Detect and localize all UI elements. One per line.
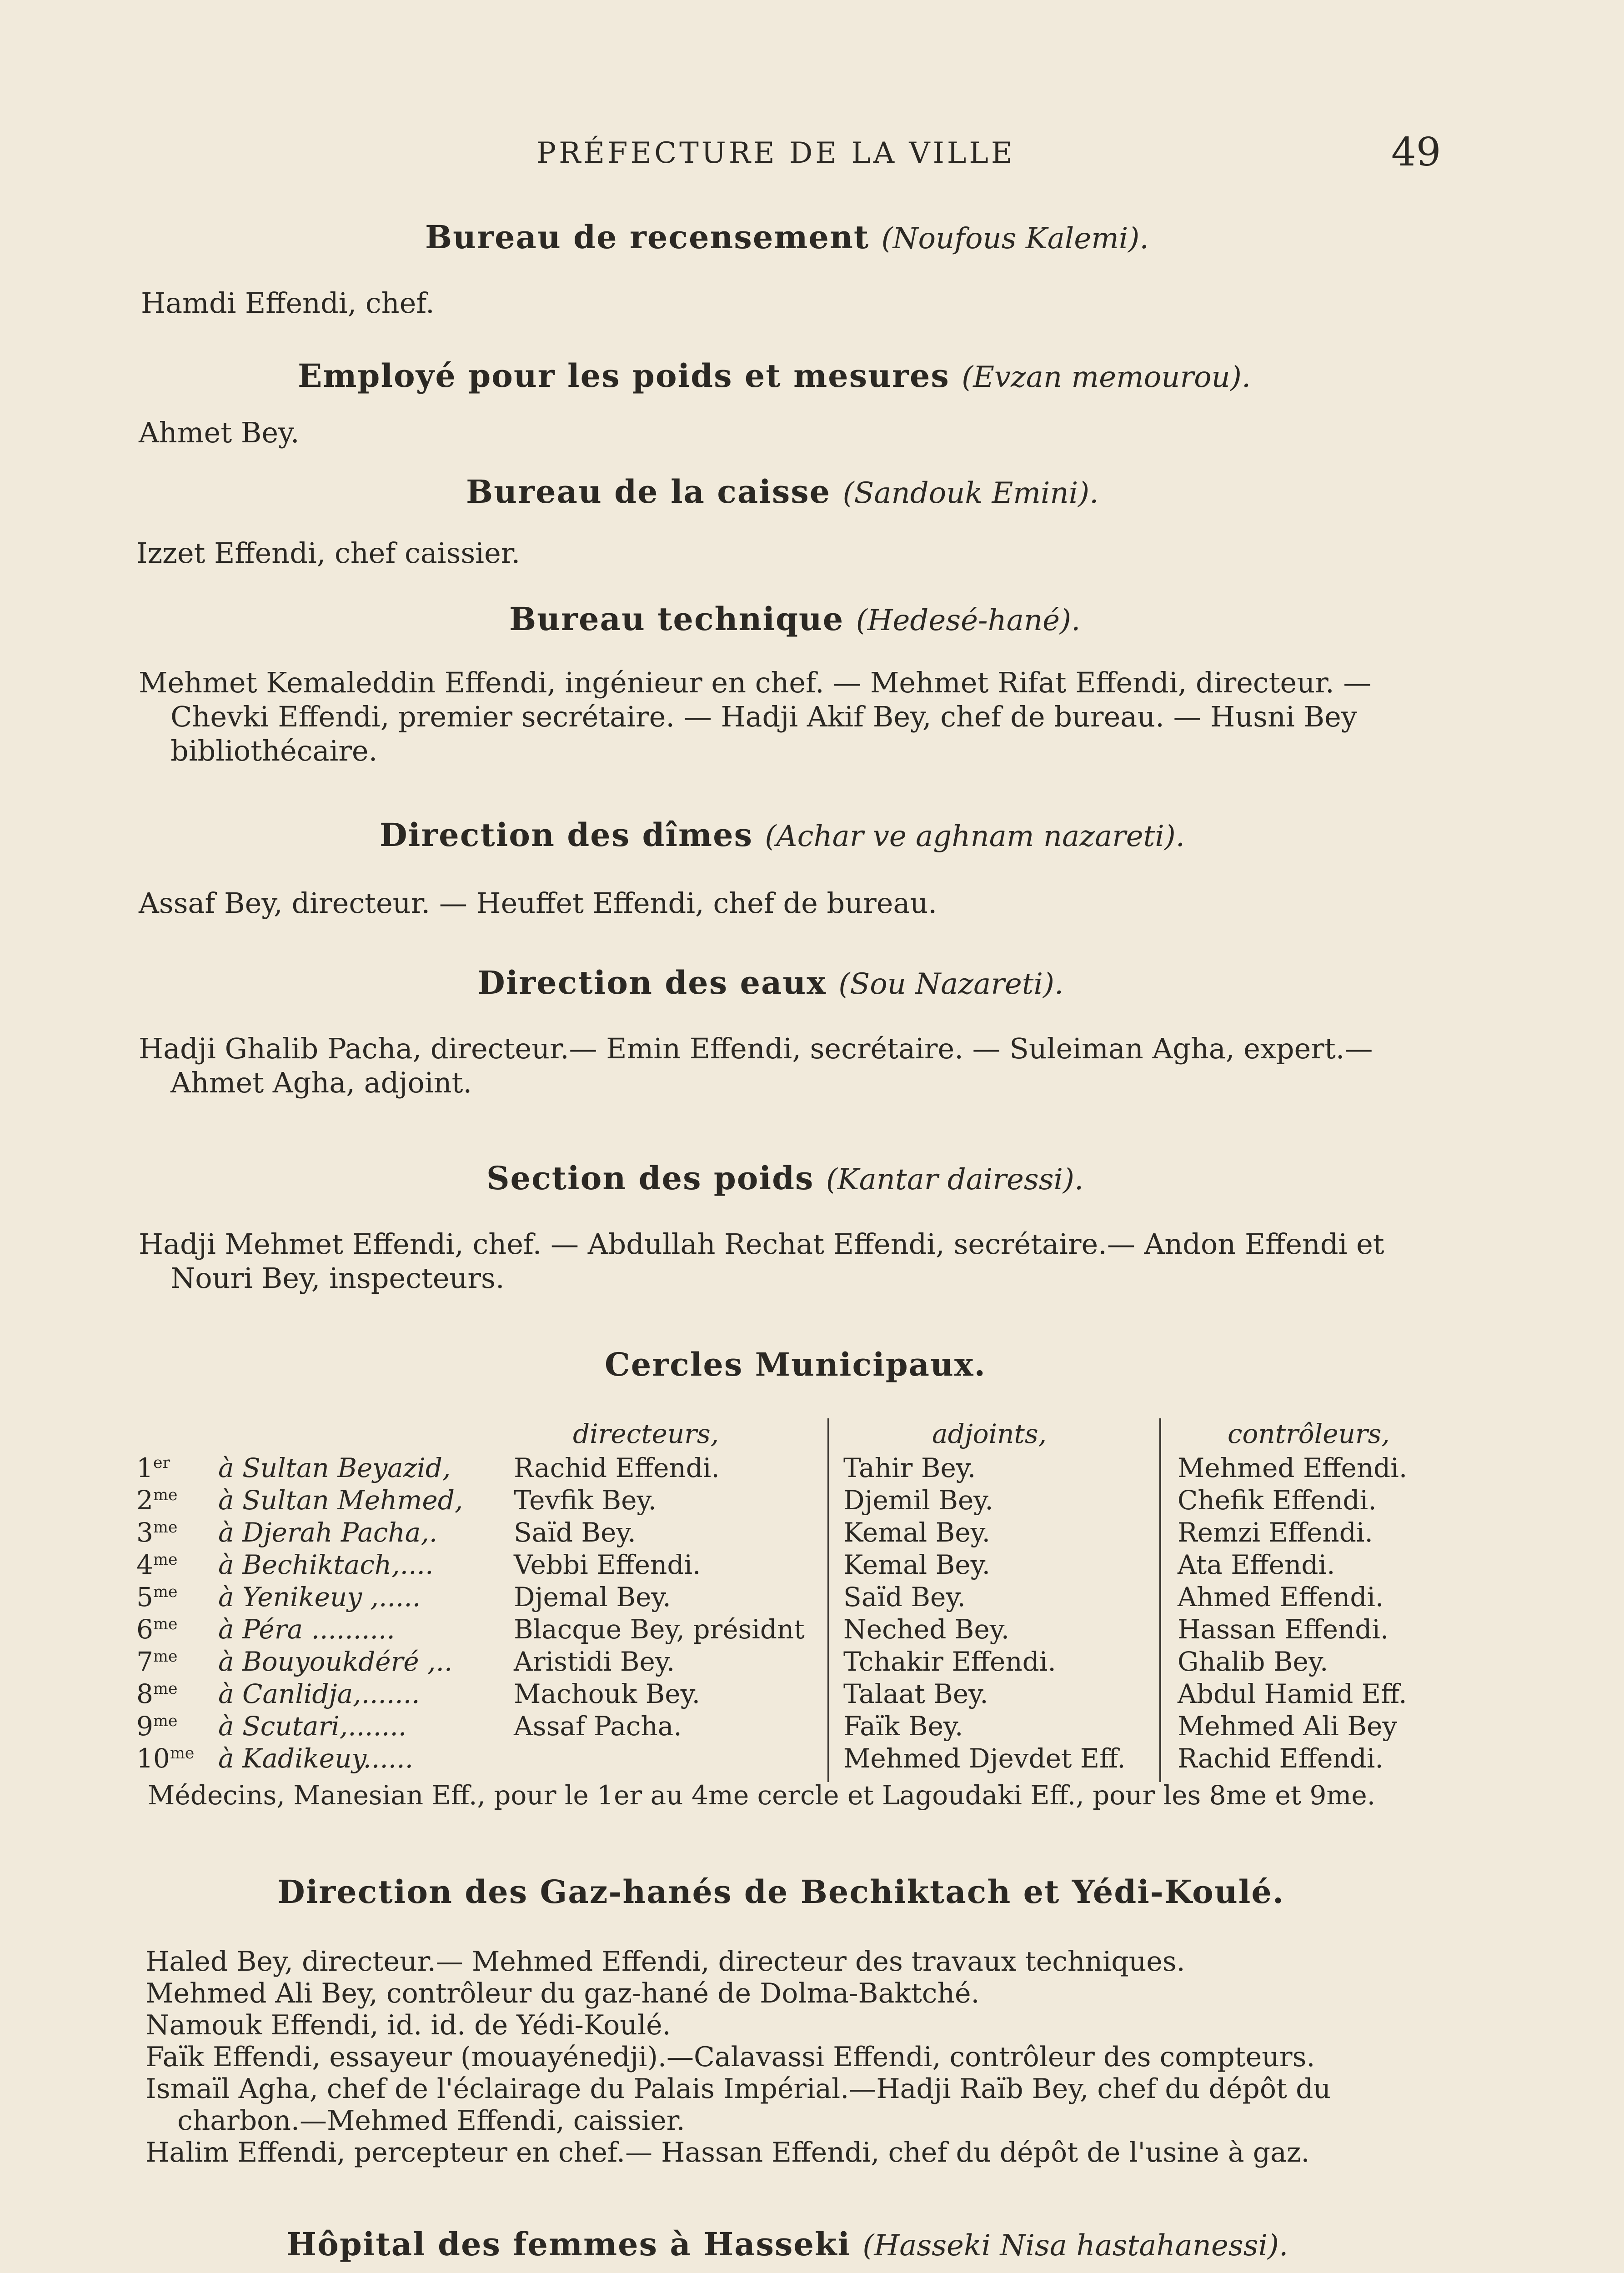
heading-dimes: Direction des dîmes (Achar ve aghnam nazareti).	[380, 816, 1185, 854]
text-technique-line2: Chevki Effendi, premier secrétaire. — Hadji Akif Bey, chef de bureau. — Husni Bey	[170, 700, 1357, 733]
cercle-rank: 5	[136, 1582, 153, 1612]
table-row	[136, 1582, 1455, 1613]
cercle-rank-cell	[136, 1517, 178, 1548]
page-number: 49	[1391, 130, 1441, 175]
cercle-controleur: Ghalib Bey.	[1178, 1646, 1328, 1677]
cercle-adjoint: Mehmed Djevdet Eff.	[843, 1743, 1126, 1774]
heading-gaz: Direction des Gaz-hanés de Bechiktach et Yédi-Koulé.	[277, 1873, 1285, 1911]
cercle-rank-suffix: me	[153, 1582, 178, 1601]
cercle-controleur: Chefik Effendi.	[1178, 1485, 1377, 1516]
text-gaz-line4: Faïk Effendi, essayeur (mouayénedji).—Calavassi Effendi, contrôleur des compteurs.	[145, 2041, 1315, 2073]
cercle-adjoint: Kemal Bey.	[843, 1517, 991, 1548]
text-gaz-line2: Mehmed Ali Bey, contrôleur du gaz-hané de Dolma-Baktché.	[145, 1978, 980, 2009]
cercle-rank-suffix: me	[153, 1712, 178, 1730]
text-gaz-line7: Halim Effendi, percepteur en chef.— Hassan Effendi, chef du dépôt de l'usine à gaz.	[145, 2137, 1310, 2168]
cercle-rank: 6	[136, 1614, 153, 1645]
cercle-adjoint: Talaat Bey.	[843, 1678, 988, 1709]
cercle-rank: 9	[136, 1711, 153, 1742]
cercle-controleur: Mehmed Ali Bey	[1178, 1711, 1398, 1742]
table-row	[136, 1485, 1455, 1517]
cercle-controleur: Ahmed Effendi.	[1178, 1582, 1384, 1612]
cercle-directeur: Machouk Bey.	[514, 1678, 701, 1709]
cercle-rank: 10	[136, 1743, 170, 1774]
text-recensement: Hamdi Effendi, chef.	[141, 286, 435, 320]
cercle-rank-cell	[136, 1646, 178, 1677]
cercle-rank-suffix: me	[153, 1615, 178, 1633]
table-row	[136, 1549, 1455, 1581]
cercle-rank: 8	[136, 1678, 153, 1709]
cercle-controleur: Abdul Hamid Eff.	[1178, 1678, 1407, 1709]
cercle-adjoint: Kemal Bey.	[843, 1549, 991, 1580]
cercle-controleur: Remzi Effendi.	[1178, 1517, 1373, 1548]
cercle-rank: 4	[136, 1549, 153, 1580]
cercle-place: à Scutari,.......	[218, 1711, 407, 1742]
cercle-place: à Bouyoukdéré ,..	[218, 1646, 453, 1677]
cercle-rank-suffix: me	[153, 1550, 178, 1569]
text-caisse: Izzet Effendi, chef caissier.	[136, 536, 521, 570]
running-head: PRÉFECTURE DE LA VILLE	[536, 136, 1015, 170]
heading-cercles: Cercles Municipaux.	[605, 1346, 987, 1383]
cercle-directeur: Djemal Bey.	[514, 1582, 671, 1612]
cercle-controleur: Hassan Effendi.	[1178, 1614, 1389, 1645]
text-gaz-line3: Namouk Effendi, id. id. de Yédi-Koulé.	[145, 2009, 671, 2041]
cercle-adjoint: Tahir Bey.	[843, 1452, 976, 1483]
heading-poids-mesures: Employé pour les poids et mesures (Evzan memourou).	[298, 357, 1251, 395]
text-technique-line3: bibliothécaire.	[170, 734, 378, 767]
cercle-place: à Yenikeuy ,.....	[218, 1582, 421, 1612]
cercle-rank-suffix: me	[153, 1647, 178, 1666]
heading-eaux: Direction des eaux (Sou Nazareti).	[477, 964, 1064, 1001]
table-row	[136, 1452, 1455, 1484]
cercle-rank-cell	[136, 1582, 178, 1612]
cercle-rank-cell	[136, 1743, 194, 1774]
text-gaz-line5: Ismaïl Agha, chef de l'éclairage du Palais Impérial.—Hadji Raïb Bey, chef du dépôt du	[145, 2073, 1331, 2105]
text-section-poids-line2: Nouri Bey, inspecteurs.	[170, 1262, 505, 1295]
heading-technique: Bureau technique (Hedesé-hané).	[509, 600, 1081, 638]
cercle-directeur: Assaf Pacha.	[514, 1711, 682, 1742]
cercle-place: à Sultan Mehmed,	[218, 1485, 463, 1516]
text-poids-mesures: Ahmet Bey.	[139, 416, 300, 449]
text-technique-line1: Mehmet Kemaleddin Effendi, ingénieur en chef. — Mehmet Rifat Effendi, directeur. —	[139, 666, 1372, 699]
cercle-rank-cell	[136, 1711, 178, 1742]
cercle-rank-suffix: me	[153, 1486, 178, 1504]
text-eaux-line1: Hadji Ghalib Pacha, directeur.— Emin Effendi, secrétaire. — Suleiman Agha, expert.—	[139, 1032, 1373, 1065]
cercle-adjoint: Neched Bey.	[843, 1614, 1010, 1645]
cercle-directeur: Aristidi Bey.	[514, 1646, 675, 1677]
cercle-rank-cell	[136, 1549, 178, 1580]
col-adjoints: adjoints,	[932, 1418, 1047, 1449]
cercle-adjoint: Faïk Bey.	[843, 1711, 963, 1742]
cercle-rank-cell	[136, 1614, 178, 1645]
cercle-place: à Sultan Beyazid,	[218, 1452, 451, 1483]
table-row	[136, 1743, 1455, 1775]
cercle-rank-cell	[136, 1485, 178, 1516]
cercle-directeur: Tevfik Bey.	[514, 1485, 657, 1516]
cercle-rank: 2	[136, 1485, 153, 1516]
cercle-place: à Péra ..........	[218, 1614, 395, 1645]
text-eaux-line2: Ahmet Agha, adjoint.	[170, 1066, 472, 1099]
cercle-adjoint: Tchakir Effendi.	[843, 1646, 1056, 1677]
cercle-place: à Bechiktach,....	[218, 1549, 434, 1580]
cercle-directeur: Saïd Bey.	[514, 1517, 636, 1548]
heading-hopital: Hôpital des femmes à Hasseki (Hasseki Nisa hastahanessi).	[286, 2225, 1288, 2263]
table-row	[136, 1646, 1455, 1678]
text-dimes: Assaf Bey, directeur. — Heuffet Effendi, chef de bureau.	[139, 886, 937, 920]
cercle-controleur: Ata Effendi.	[1178, 1549, 1335, 1580]
cercle-rank-suffix: me	[153, 1518, 178, 1537]
cercle-rank-suffix: er	[153, 1453, 170, 1472]
cercle-place: à Djerah Pacha,.	[218, 1517, 438, 1548]
heading-caisse: Bureau de la caisse (Sandouk Emini).	[466, 473, 1099, 511]
cercle-controleur: Mehmed Effendi.	[1178, 1452, 1408, 1483]
cercle-place: à Kadikeuy......	[218, 1743, 414, 1774]
cercle-place: à Canlidja,.......	[218, 1678, 420, 1709]
cercle-rank: 7	[136, 1646, 153, 1677]
col-controleurs: contrôleurs,	[1228, 1418, 1390, 1449]
table-row	[136, 1678, 1455, 1710]
text-gaz-line1: Haled Bey, directeur.— Mehmed Effendi, directeur des travaux techniques.	[145, 1946, 1185, 1978]
cercle-rank-cell	[136, 1678, 178, 1709]
cercle-controleur: Rachid Effendi.	[1178, 1743, 1383, 1774]
heading-section-poids: Section des poids (Kantar dairessi).	[486, 1159, 1084, 1197]
cercle-adjoint: Djemil Bey.	[843, 1485, 993, 1516]
text-section-poids-line1: Hadji Mehmet Effendi, chef. — Abdullah Rechat Effendi, secrétaire.— Andon Effendi et	[139, 1227, 1384, 1261]
cercle-directeur: Rachid Effendi.	[514, 1452, 720, 1483]
cercle-rank-suffix: me	[153, 1679, 178, 1698]
text-medecins: Médecins, Manesian Eff., pour le 1er au 4me cercle et Lagoudaki Eff., pour les 8me et 9me.	[148, 1780, 1376, 1811]
heading-recensement: Bureau de recensement (Noufous Kalemi).	[425, 218, 1149, 256]
cercle-adjoint: Saïd Bey.	[843, 1582, 966, 1612]
table-row	[136, 1711, 1455, 1742]
table-row	[136, 1517, 1455, 1549]
text-gaz-line6: charbon.—Mehmed Effendi, caissier.	[177, 2105, 685, 2137]
cercle-directeur: Vebbi Effendi.	[514, 1549, 701, 1580]
col-directeurs: directeurs,	[573, 1418, 719, 1449]
cercle-directeur: Blacque Bey, présidnt	[514, 1614, 805, 1645]
cercle-rank-cell	[136, 1452, 170, 1483]
cercle-rank-suffix: me	[170, 1744, 195, 1762]
table-row	[136, 1614, 1455, 1646]
cercle-rank: 1	[136, 1452, 153, 1483]
cercle-rank: 3	[136, 1517, 153, 1548]
